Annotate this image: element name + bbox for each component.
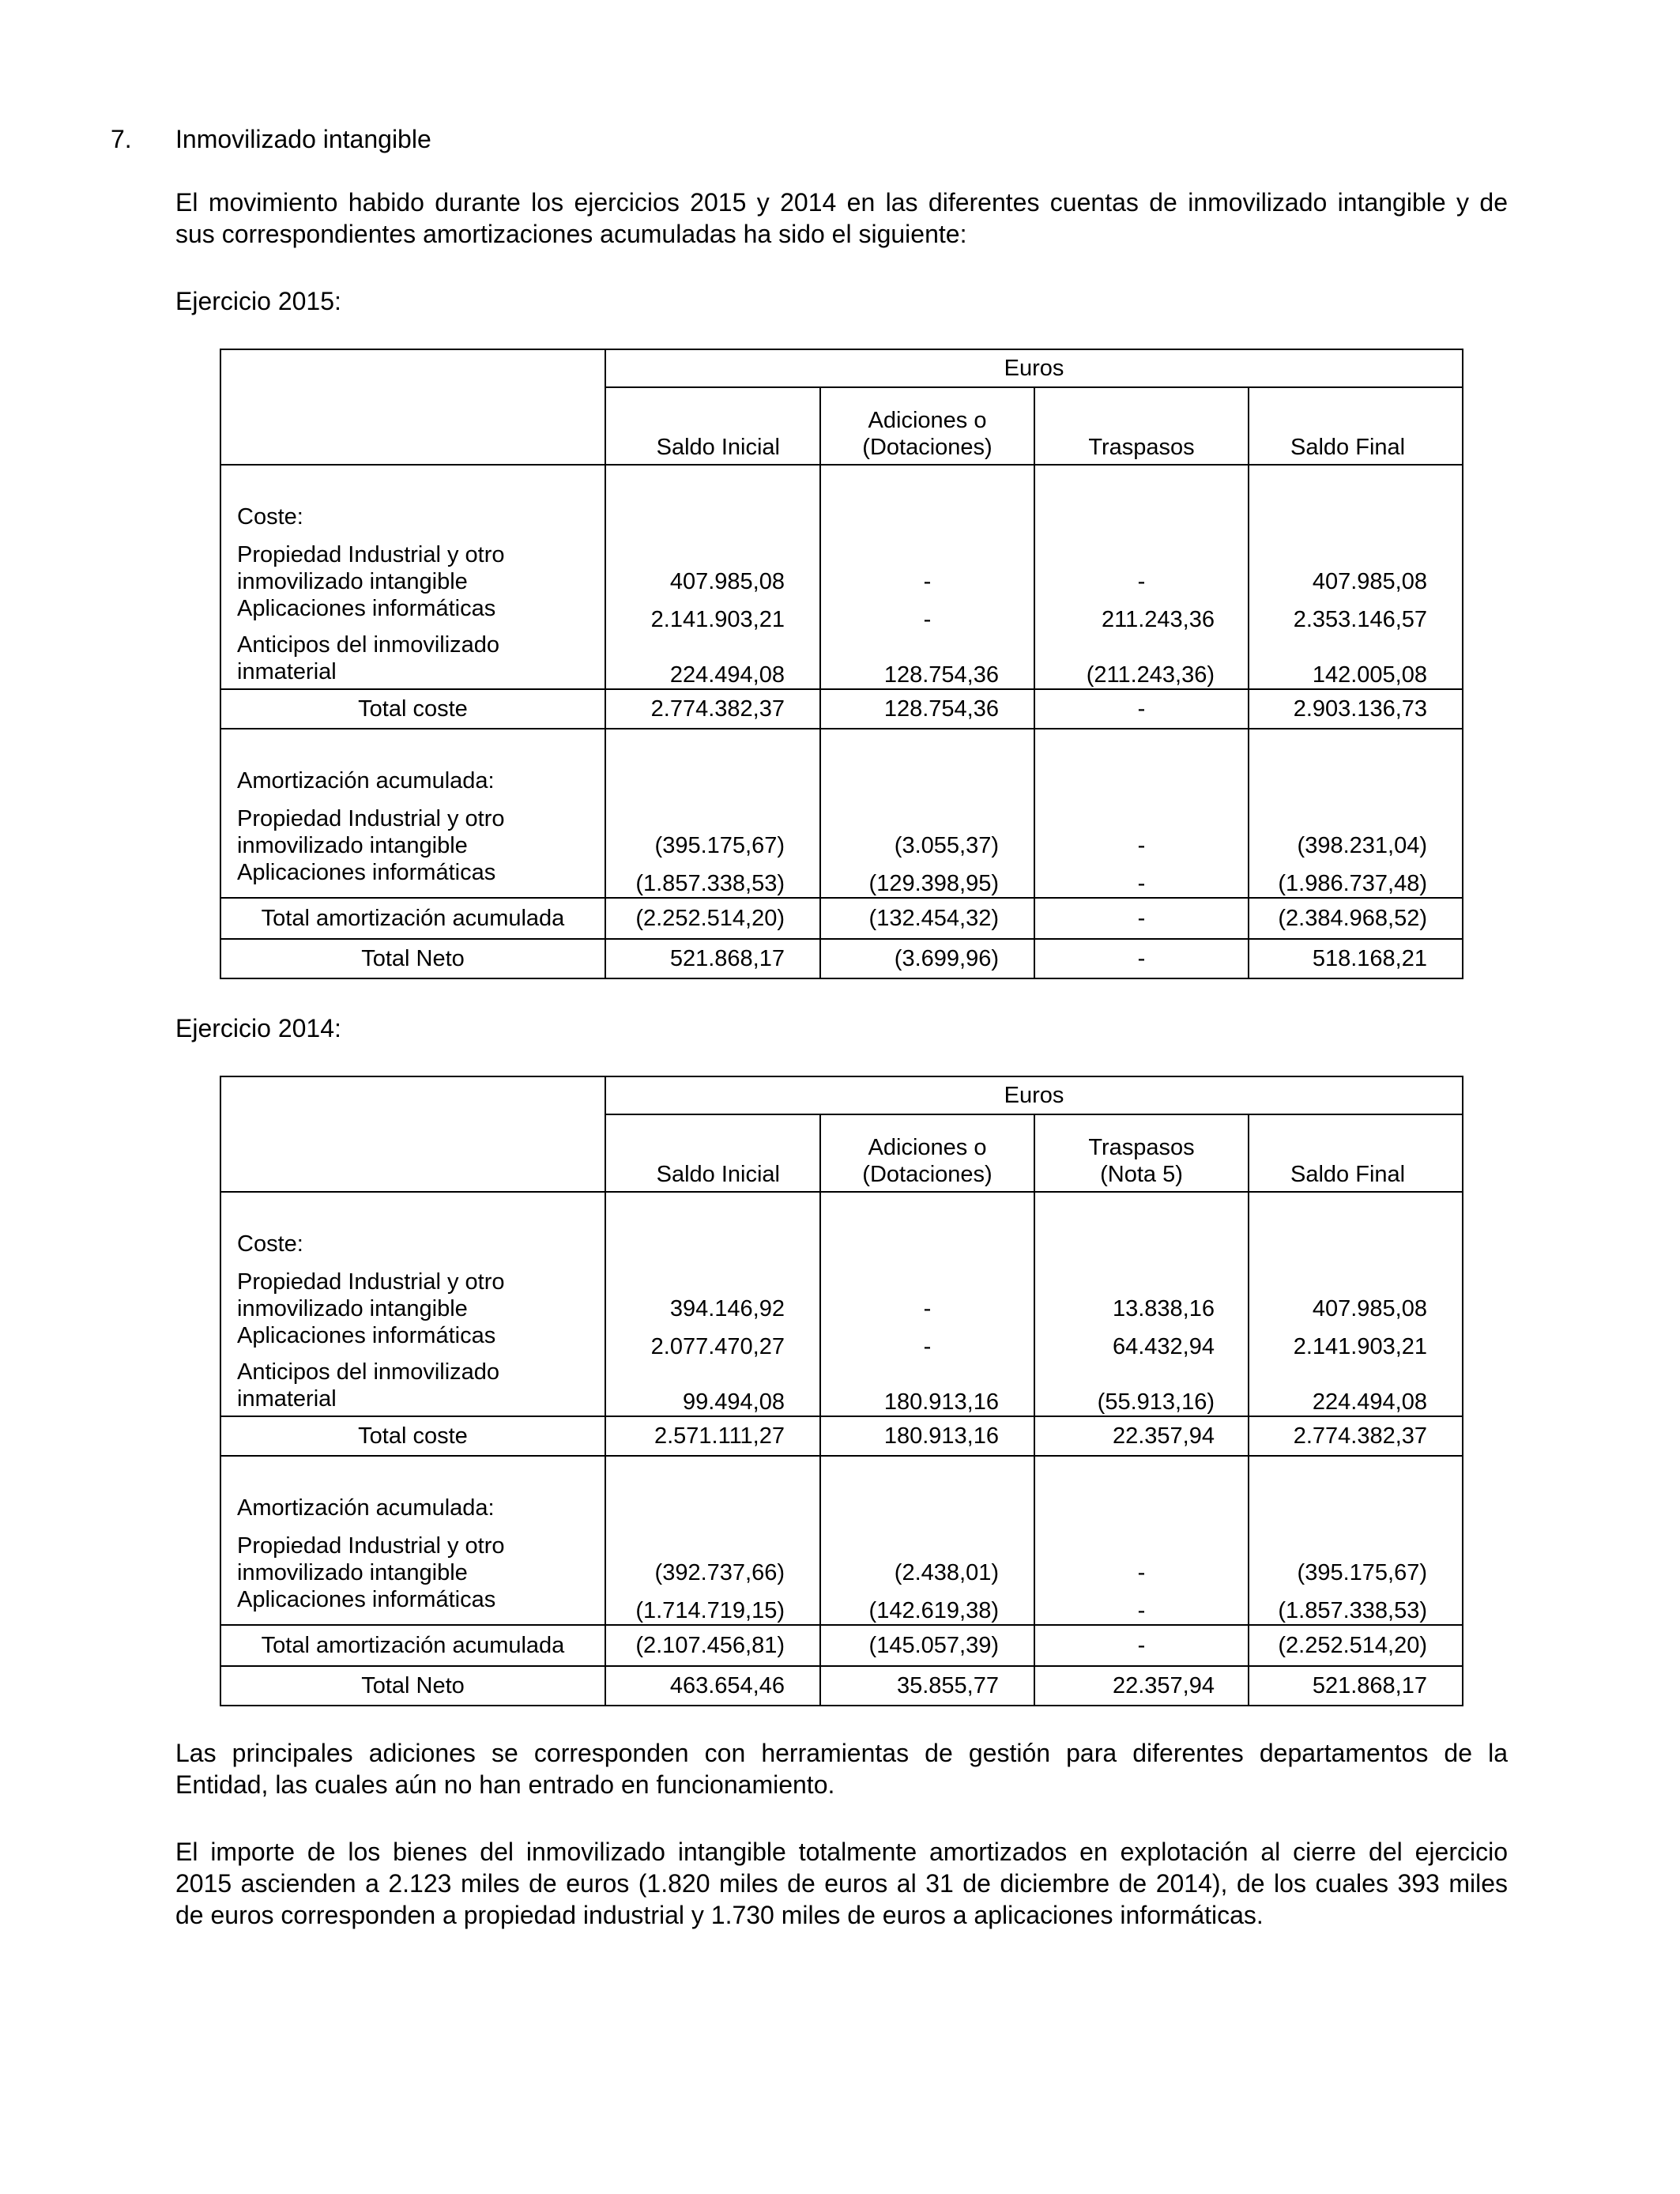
- amort-aplicaciones-label: Aplicaciones informáticas: [237, 860, 496, 885]
- cell-value: (392.737,66): [654, 1560, 785, 1585]
- col-header-traspasos-line2: (Nota 5): [1100, 1162, 1183, 1187]
- total-coste-value: -: [1034, 689, 1249, 729]
- cell-value: 180.913,16: [883, 1389, 999, 1415]
- total-coste-label: Total coste: [220, 689, 605, 729]
- amort-aplicaciones-label: Aplicaciones informáticas: [237, 1587, 496, 1612]
- cell-value: 224.494,08: [1312, 1389, 1428, 1415]
- amort-propiedad-label-1: Propiedad Industrial y otro: [237, 806, 505, 831]
- total-coste-value: 22.357,94: [1034, 1416, 1249, 1456]
- cell-value: 99.494,08: [682, 1389, 785, 1415]
- amort-col-saldo-inicial: [605, 729, 820, 898]
- total-neto-value: 35.855,77: [820, 1666, 1034, 1706]
- cell-value: (1.857.338,53): [635, 871, 785, 896]
- col-header-saldo-inicial: Saldo Inicial: [605, 387, 820, 465]
- cell-value: -: [1137, 1598, 1146, 1623]
- total-amort-value: -: [1034, 1625, 1249, 1666]
- cell-value: -: [1137, 1560, 1146, 1585]
- amort-label: Amortización acumulada:: [237, 768, 495, 794]
- total-amort-value: (2.252.514,20): [605, 898, 820, 939]
- coste-label: Coste:: [237, 1231, 303, 1257]
- para2-line-1: Las principales adiciones se corresponden con herramientas de gestión para diferentes departamentos de la: [175, 1739, 1508, 1767]
- amort-col-saldo-final: [1249, 1456, 1463, 1625]
- col-header-adiciones-line2: (Dotaciones): [862, 1162, 993, 1187]
- total-neto-value: 22.357,94: [1034, 1666, 1249, 1706]
- col-header-adiciones: [820, 1114, 1034, 1192]
- coste-col-adiciones: [820, 465, 1034, 689]
- cell-value: 2.141.903,21: [650, 607, 785, 632]
- section-title: Inmovilizado intangible: [175, 125, 431, 153]
- para3-line-1: El importe de los bienes del inmovilizado intangible totalmente amortizados en explotación al cierre del ejercicio: [175, 1838, 1508, 1866]
- section-number: 7.: [111, 125, 132, 153]
- total-neto-value: 463.654,46: [605, 1666, 820, 1706]
- cell-value: (1.857.338,53): [1278, 1598, 1428, 1623]
- col-header-saldo-final: Saldo Final: [1249, 1114, 1463, 1192]
- total-coste-value: 2.774.382,37: [605, 689, 820, 729]
- para3-line-3: de euros corresponden a propiedad industrial y 1.730 miles de euros a aplicaciones informáticas.: [175, 1901, 1264, 1929]
- cell-value: -: [923, 1334, 932, 1359]
- table-2015-label: Ejercicio 2015:: [175, 287, 341, 315]
- amort-labels: [220, 729, 605, 898]
- coste-col-adiciones: [820, 1192, 1034, 1416]
- cell-value: 394.146,92: [669, 1296, 785, 1321]
- total-amort-value: -: [1034, 898, 1249, 939]
- row-aplicaciones-label: Aplicaciones informáticas: [237, 1323, 496, 1348]
- col-header-traspasos: [1034, 1114, 1249, 1192]
- cell-value: (398.231,04): [1297, 833, 1428, 858]
- cell-value: 142.005,08: [1312, 662, 1428, 688]
- cell-value: -: [923, 569, 932, 594]
- coste-col-traspasos: [1034, 1192, 1249, 1416]
- amort-col-traspasos: [1034, 1456, 1249, 1625]
- col-header-traspasos-line2: Traspasos: [1088, 435, 1195, 460]
- total-coste-value: 2.903.136,73: [1249, 689, 1463, 729]
- cell-value: -: [1137, 871, 1146, 896]
- col-header-saldo-final: Saldo Final: [1249, 387, 1463, 465]
- total-amort-value: (2.107.456,81): [605, 1625, 820, 1666]
- total-amort-label: Total amortización acumulada: [220, 898, 605, 939]
- total-amort-label: Total amortización acumulada: [220, 1625, 605, 1666]
- coste-col-traspasos: [1034, 465, 1249, 689]
- amort-labels: [220, 1456, 605, 1625]
- group-header: Euros: [605, 1076, 1463, 1114]
- cell-value: 2.141.903,21: [1293, 1334, 1428, 1359]
- total-neto-value: (3.699,96): [820, 939, 1034, 978]
- row-anticipos-label-2: inmaterial: [237, 659, 337, 684]
- cell-value: 13.838,16: [1112, 1296, 1215, 1321]
- table-2014: [220, 1076, 1463, 1706]
- row-anticipos-label-1: Anticipos del inmovilizado: [237, 632, 500, 658]
- coste-col-saldo-inicial: [605, 1192, 820, 1416]
- total-neto-value: -: [1034, 939, 1249, 978]
- col-header-adiciones-line1: Adiciones o: [868, 1135, 987, 1160]
- cell-value: (395.175,67): [654, 833, 785, 858]
- cell-value: (129.398,95): [868, 871, 999, 896]
- total-coste-value: 180.913,16: [820, 1416, 1034, 1456]
- row-aplicaciones-label: Aplicaciones informáticas: [237, 596, 496, 621]
- para3-line-2: 2015 ascienden a 2.123 miles de euros (1.820 miles de euros al 31 de diciembre de 2014), de los cuales 393 miles: [175, 1869, 1508, 1898]
- cell-value: (211.243,36): [1086, 662, 1215, 688]
- cell-value: (1.986.737,48): [1278, 871, 1428, 896]
- cell-value: (55.913,16): [1097, 1389, 1215, 1415]
- col-header-traspasos: [1034, 387, 1249, 465]
- total-neto-value: 521.868,17: [1249, 1666, 1463, 1706]
- total-neto-label: Total Neto: [220, 939, 605, 978]
- coste-label: Coste:: [237, 504, 303, 530]
- row-propiedad-label-2: inmovilizado intangible: [237, 569, 468, 594]
- group-header: Euros: [605, 349, 1463, 387]
- col-header-adiciones: [820, 387, 1034, 465]
- cell-value: 128.754,36: [883, 662, 999, 688]
- amort-propiedad-label-2: inmovilizado intangible: [237, 1560, 468, 1585]
- row-propiedad-label-2: inmovilizado intangible: [237, 1296, 468, 1321]
- cell-value: -: [1137, 569, 1146, 594]
- total-neto-label: Total Neto: [220, 1666, 605, 1706]
- amort-col-saldo-inicial: [605, 1456, 820, 1625]
- intro-line-2: sus correspondientes amortizaciones acumuladas ha sido el siguiente:: [175, 220, 967, 248]
- cell-value: (1.714.719,15): [635, 1598, 785, 1623]
- coste-col-saldo-inicial: [605, 465, 820, 689]
- total-coste-value: 2.774.382,37: [1249, 1416, 1463, 1456]
- amort-label: Amortización acumulada:: [237, 1495, 495, 1521]
- col-header-traspasos-line1: Traspasos: [1088, 1135, 1195, 1160]
- cell-value: (142.619,38): [868, 1598, 999, 1623]
- header-blank-cell: [220, 349, 605, 465]
- cell-value: (395.175,67): [1297, 1560, 1428, 1585]
- total-amort-value: (145.057,39): [820, 1625, 1034, 1666]
- row-propiedad-label-1: Propiedad Industrial y otro: [237, 542, 505, 567]
- intro-line-1: El movimiento habido durante los ejercicios 2015 y 2014 en las diferentes cuentas de inmovilizado intangible y de: [175, 188, 1508, 217]
- row-anticipos-label-2: inmaterial: [237, 1386, 337, 1412]
- total-coste-value: 128.754,36: [820, 689, 1034, 729]
- amort-propiedad-label-1: Propiedad Industrial y otro: [237, 1533, 505, 1559]
- total-coste-value: 2.571.111,27: [605, 1416, 820, 1456]
- cell-value: 224.494,08: [669, 662, 785, 688]
- amort-propiedad-label-2: inmovilizado intangible: [237, 833, 468, 858]
- cell-value: (2.438,01): [894, 1560, 999, 1585]
- para2-line-2: Entidad, las cuales aún no han entrado en funcionamiento.: [175, 1770, 835, 1799]
- coste-col-saldo-final: [1249, 1192, 1463, 1416]
- amort-col-traspasos: [1034, 729, 1249, 898]
- amort-col-adiciones: [820, 1456, 1034, 1625]
- coste-labels: [220, 1192, 605, 1416]
- col-header-adiciones-line1: Adiciones o: [868, 408, 987, 433]
- cell-value: 2.077.470,27: [650, 1334, 785, 1359]
- cell-value: 211.243,36: [1102, 607, 1215, 632]
- table-2015: [220, 349, 1463, 979]
- header-blank-cell: [220, 1076, 605, 1192]
- section-heading: [111, 123, 431, 155]
- cell-value: (3.055,37): [894, 833, 999, 858]
- total-amort-value: (2.384.968,52): [1249, 898, 1463, 939]
- total-coste-label: Total coste: [220, 1416, 605, 1456]
- coste-col-saldo-final: [1249, 465, 1463, 689]
- cell-value: 407.985,08: [1312, 569, 1428, 594]
- coste-labels: [220, 465, 605, 689]
- table-2014-label: Ejercicio 2014:: [175, 1014, 341, 1042]
- cell-value: -: [923, 607, 932, 632]
- cell-value: 64.432,94: [1112, 1334, 1215, 1359]
- cell-value: 407.985,08: [669, 569, 785, 594]
- cell-value: -: [1137, 833, 1146, 858]
- row-propiedad-label-1: Propiedad Industrial y otro: [237, 1269, 505, 1295]
- row-anticipos-label-1: Anticipos del inmovilizado: [237, 1359, 500, 1385]
- total-neto-value: 521.868,17: [605, 939, 820, 978]
- amort-col-saldo-final: [1249, 729, 1463, 898]
- amort-col-adiciones: [820, 729, 1034, 898]
- col-header-saldo-inicial: Saldo Inicial: [605, 1114, 820, 1192]
- cell-value: -: [923, 1296, 932, 1321]
- col-header-adiciones-line2: (Dotaciones): [862, 435, 993, 460]
- total-amort-value: (132.454,32): [820, 898, 1034, 939]
- total-neto-value: 518.168,21: [1249, 939, 1463, 978]
- cell-value: 2.353.146,57: [1293, 607, 1428, 632]
- total-amort-value: (2.252.514,20): [1249, 1625, 1463, 1666]
- cell-value: 407.985,08: [1312, 1296, 1428, 1321]
